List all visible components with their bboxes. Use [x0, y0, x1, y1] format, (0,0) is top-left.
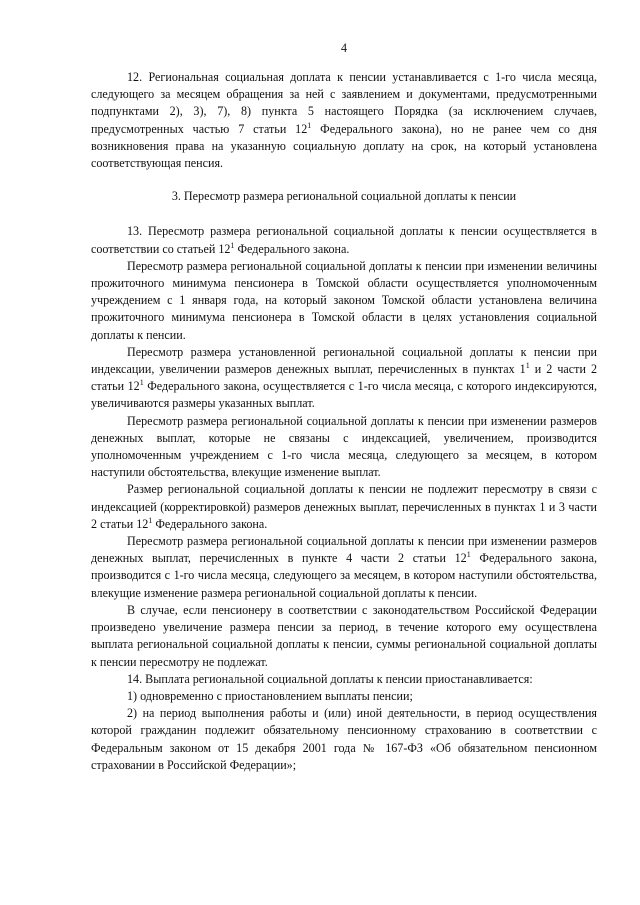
paragraph-13: [91, 223, 597, 257]
superscript: 1: [525, 361, 530, 371]
paragraph-13-3-text-a: Пересмотр размера установленной региональной социальной доплаты к пенсии при индексации, увеличении размеров денежных выплат, перечисленных в пунктах 1: [91, 344, 597, 377]
paragraph-13-text-b: Федерального закона.: [234, 241, 350, 256]
paragraph-12-text-a: 12. Региональная социальная доплата к пенсии устанавливается с 1-го числа месяца, следующего за месяцем обращения за ней с заявлением и документами, предусмотренными подпунктами 2), 3), 7), 8) пункта 5 настоящего Порядка (за исключением случаев, предусмотренных частью 7 статьи 12: [91, 70, 597, 136]
page-number: 4: [340, 41, 348, 55]
paragraph-14-2: 2) на период выполнения работы и (или) иной деятельности, в период осуществления которой гражданин подлежит обязательному пенсионному страхованию в соответствии с Федеральным законом от 15 декабря 2001 года № 167-ФЗ «Об обязательном пенсионном страховании в Российской Федерации»;: [91, 706, 597, 772]
paragraph-13-6-text-a: Пересмотр размера региональной социальной доплаты к пенсии при изменении размеров денежных выплат, перечисленных в пункте 4 части 2 статьи 12: [91, 534, 597, 566]
paragraph-13-5: [91, 481, 597, 533]
superscript: 1: [230, 240, 235, 250]
paragraph-13-3-text-c: Федерального закона, осуществляется с 1-го числа месяца, с которого индексируются, увеличиваются размеры указанных выплат.: [91, 379, 597, 411]
superscript: 1: [307, 120, 312, 130]
paragraph-13-3: [91, 344, 597, 413]
paragraph-13-4: Пересмотр размера региональной социальной доплаты к пенсии при изменении размеров денежных выплат, которые не связаны с индексацией, увеличением, производится уполномоченным учреждением с 1-го числа месяца, следующего за месяцем, в котором наступили обстоятельства, влекущие изменение выплат.: [91, 413, 597, 480]
paragraph-13-5-text-a: Размер региональной социальной доплаты к пенсии не подлежит пересмотру в связи с индексацией (корректировкой) размеров денежных выплат, перечисленных в пунктах 1 и 3 части 2 статьи 12: [91, 482, 597, 531]
paragraph-13-5-text-b: Федерального закона.: [152, 516, 268, 531]
paragraph-13-2: Пересмотр размера региональной социальной доплаты к пенсии при изменении величины прожиточного минимума пенсионера в Томской области осуществляется уполномоченным учреждением с 1 января года, на который законом Томской области установлена величина прожиточного минимума пенсионера в Томской области в целях установления социальной доплаты к пенсии.: [91, 258, 597, 342]
paragraph-13-7: В случае, если пенсионеру в соответствии с законодательством Российской Федерации произведено увеличение размера пенсии за период, в течение которого ему осуществлена выплата региональной социальной доплаты к пенсии, суммы региональной социальной доплаты к пенсии пересмотру не подлежат.: [91, 602, 597, 669]
paragraph-14-1: 1) одновременно с приостановлением выплаты пенсии;: [127, 688, 413, 703]
paragraph-13-3-text-b: и 2 части 2 статьи 12: [91, 362, 597, 394]
superscript: 1: [148, 515, 153, 525]
paragraph-13-6-text-b: Федерального закона, производится с 1-го числа месяца, следующего за месяцем, в котором наступили обстоятельства, влекущие изменение размера региональной социальной доплаты к пенсии.: [91, 551, 597, 600]
document-page: [91, 40, 597, 774]
paragraph-13-text-a: 13. Пересмотр размера региональной социальной доплаты к пенсии осуществляется в соответствии со статьей 12: [91, 224, 597, 256]
paragraph-12-text-b: Федерального закона), но не ранее чем со дня возникновения права на указанную социальную доплату на срок, на который установлена соответствующая пенсия.: [91, 121, 597, 171]
superscript: 1: [466, 550, 471, 560]
paragraph-13-6: [91, 533, 597, 602]
paragraph-14: 14. Выплата региональной социальной доплаты к пенсии приостанавливается:: [127, 671, 533, 686]
section-3-heading: 3. Пересмотр размера региональной социальной доплаты к пенсии: [171, 189, 517, 204]
superscript: 1: [139, 378, 144, 388]
paragraph-12: [91, 69, 597, 172]
